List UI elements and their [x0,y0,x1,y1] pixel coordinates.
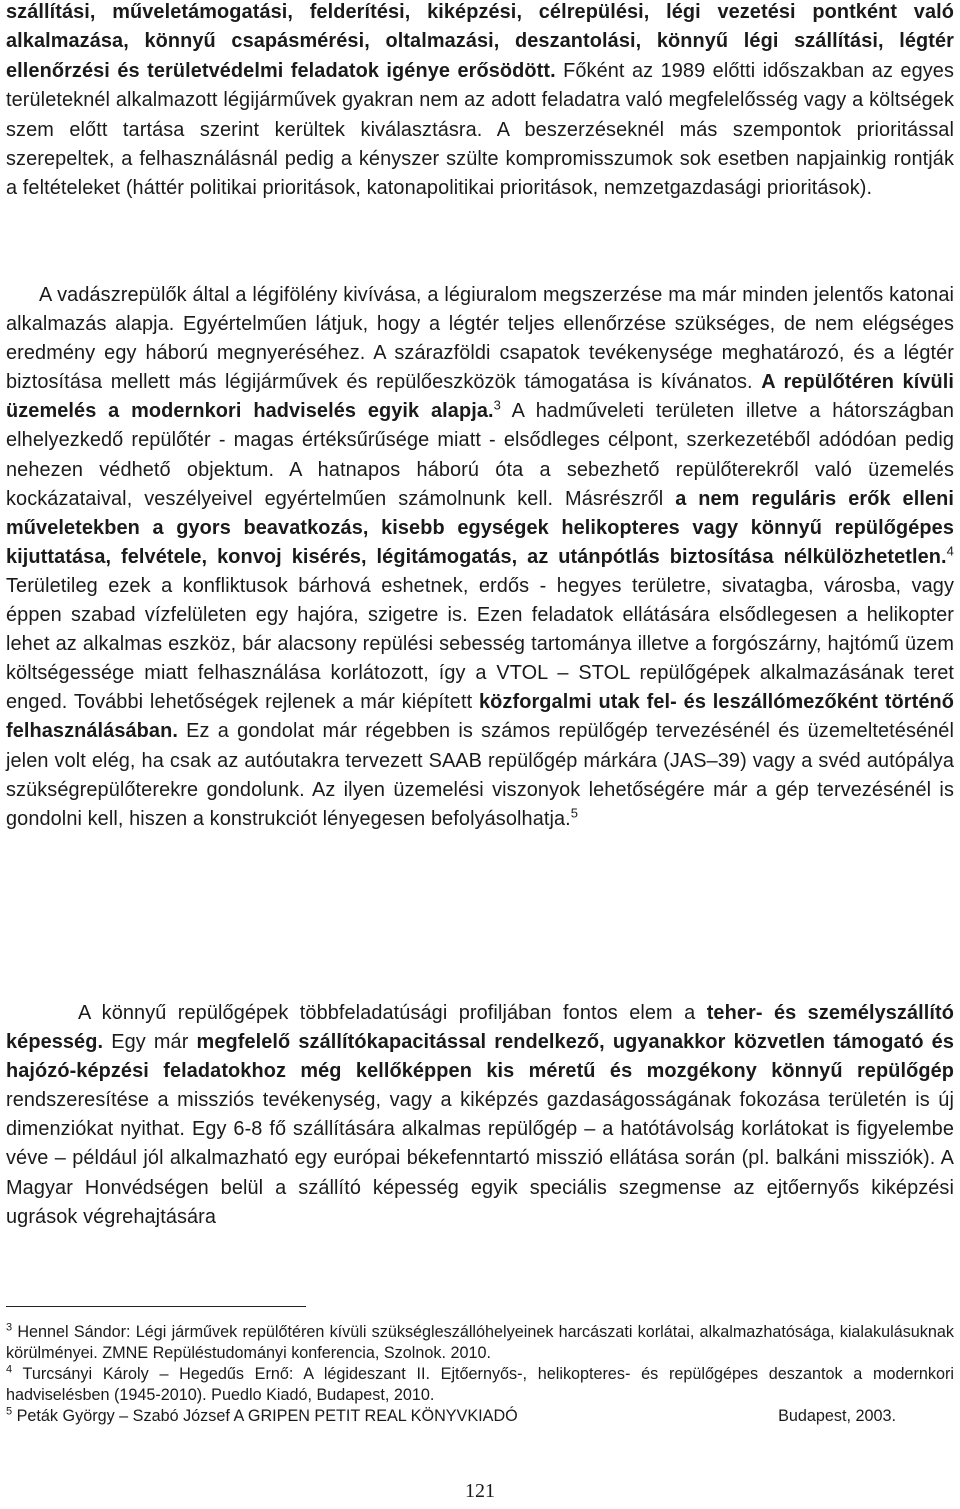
footnote-text: Peták György – Szabó József A GRIPEN PETIT REAL KÖNYVKIADÓ [12,1407,518,1425]
footnote-date: Budapest, 2003. [778,1407,896,1425]
footnote-text: Turcsányi Károly – Hegedűs Ernő: A légideszant II. Ejtőernyős-, helikopteres- és repülőgépes deszantok a modernkori hadviselésben (1945-2010). Puedlo Kiadó, Budapest, 2010. [6,1365,954,1404]
paragraph-3-text-2: Egy már [103,1031,197,1054]
footnote-ref-4[interactable]: 4 [946,543,954,559]
footnote-3 [6,1322,954,1364]
footnote-number: 4 [6,1363,13,1376]
paragraph-2 [6,281,954,834]
paragraph-2-bold-3: közforgalmi utak fel- és leszállómezőként történő felhasználásában. [6,691,954,743]
paragraph-2-text-1: A vadászrepülők által a légifölény kivívása, a légiuralom megszerzése ma már minden jelentős katonai alkalmazás alapja. Egyértelműen látjuk, hogy a légtér teljes ellenőrzése szükséges, de nem elégséges eredmény egy háború megnyeréséhez. A szárazföldi csapatok tevékenysége meghatározó, és a légtér biztosítása mellett más légijárművek és repülőeszközök támogatása is kívánatos. [6,284,954,394]
paragraph-1-bold: szállítási, műveletámogatási, felderítési, kiképzési, célrepülési, légi vezetési pontként való alkalmazása, könnyű csapásmérési, oltalmazási, deszantolási, könnyű légi szállítási, légtér ellenőrzési és területvédelmi feladatok igénye erősödött. [6,1,954,82]
paragraph-2-bold-1: A repülőtéren kívüli üzemelés a modernkori hadviselés egyik alapja. [6,371,954,423]
paragraph-3-bold-2: megfelelő szállítókapacitással rendelkező, ugyanakkor közvetlen támogató és hajózó-képzési feladatokhoz még kellőképpen kis méretű és mozgékony könnyű repülőgép [6,1031,954,1083]
paragraph-3-text-3: rendszeresítése a missziós tevékenység, vagy a kiképzés gazdaságosságának fokozása területén is új dimenziókat nyithat. Egy 6-8 fő szállítására alkalmas repülőgép – a hatótávolság korlátokat is figyelembe véve – például jól alkalmazható egy európai békefenntartó misszió ellátása során (pl. balkáni missziók). A Magyar Honvédségen belül a szállító képesség egyik speciális szegmense az ejtőernyős kiképzési ugrások végrehajtására [6,1089,954,1228]
paragraph-1-text: Főként az 1989 előtti időszakban az egyes területeknél alkalmazott légijárművek gyakran nem az adott feladatra való megfelelősség vagy a költségek szem előtt tartása szerint kerültek kiválasztásra. A beszerzéseknél más szempontok prioritással szerepeltek, a felhasználásnál pedig a kényszer szülte kompromisszumok sok esetben napjainkig rontják a feltételeket (háttér politikai prioritások, katonapolitikai prioritások, nemzetgazdasági prioritások). [6,59,954,200]
paragraph-1 [6,0,954,204]
paragraph-2-text-4: Ez a gondolat már régebben is számos repülőgép tervezésénél és üzemeltetésénél jelen volt elég, ha csak az autóutakra tervezett SAAB repülőgép márkára (JAS–39) vagy a svéd autópálya szükségrepülőterekre gondolunk. Az ilyen üzemelési viszonyok lehetőségére már a gép tervezésénél is gondolni kell, hiszen a konstrukciót lényegesen befolyásolhatja. [6,720,954,830]
footnote-text: Hennel Sándor: Légi járművek repülőtéren kívüli szükségleszállóhelyeinek harcászati korlátai, alkalmazhatósága, kialakulásuknak körülményei. ZMNE Repüléstudományi konferencia, Szolnok. 2010. [6,1323,954,1362]
paragraph-2-bold-2: a nem reguláris erők elleni műveletekben a gyors beavatkozás, kisebb egységek helikopteres vagy könnyű repülőgépes kijuttatása, felvétele, konvoj kisérés, légitámogatás, az utánpótlás biztosítása nélkülözhetetlen. [6,487,954,568]
paragraph-2-text-3: Területileg ezek a konfliktusok bárhová eshetnek, erdős - hegyes területre, sivatagba, városba, vagy éppen szabad vízfelületen egy hajóra, szigetre is. Ezen feladatok ellátására elsődlegesen a helikopter lehet az alkalmas eszköz, bár alacsony repülési sebesség tartománya illetve a forgószárny, hajtómű üzem költségessége miatt felhasználása korlátozott, így a VTOL – STOL repülőgépek alkalmazásának teret enged. További lehetőségek rejlenek a már kiépített [6,574,954,714]
footnote-ref-5[interactable]: 5 [570,805,579,821]
page-number: 121 [465,1480,495,1502]
footnote-number: 5 [6,1405,13,1418]
paragraph-3 [6,999,954,1232]
footnote-ref-3[interactable]: 3 [493,397,501,413]
paragraph-3-text-1: A könnyű repülőgépek többfeladatúsági profiljában fontos elem a [78,1002,707,1024]
paragraph-3-bold-1: teher- és személyszállító képesség. [6,1002,954,1054]
paragraph-2-text-2: A hadműveleti területen illetve a hátországban elhelyezkedő repülőtér - magas értéksűrűsége miatt - elsődleges célpont, szerkezetéből adódóan pedig nehezen védhető objektum. A hatnapos háború óta a sebezhető repülőterekről való üzemelés kockázataival, veszélyeivel egyértelműen számolnunk kell. Másrészről [6,400,954,510]
footnote-5 [6,1406,954,1427]
footnote-4 [6,1364,954,1406]
footnotes [6,1322,954,1427]
footnote-number: 3 [6,1321,13,1334]
footnote-separator [6,1306,306,1307]
